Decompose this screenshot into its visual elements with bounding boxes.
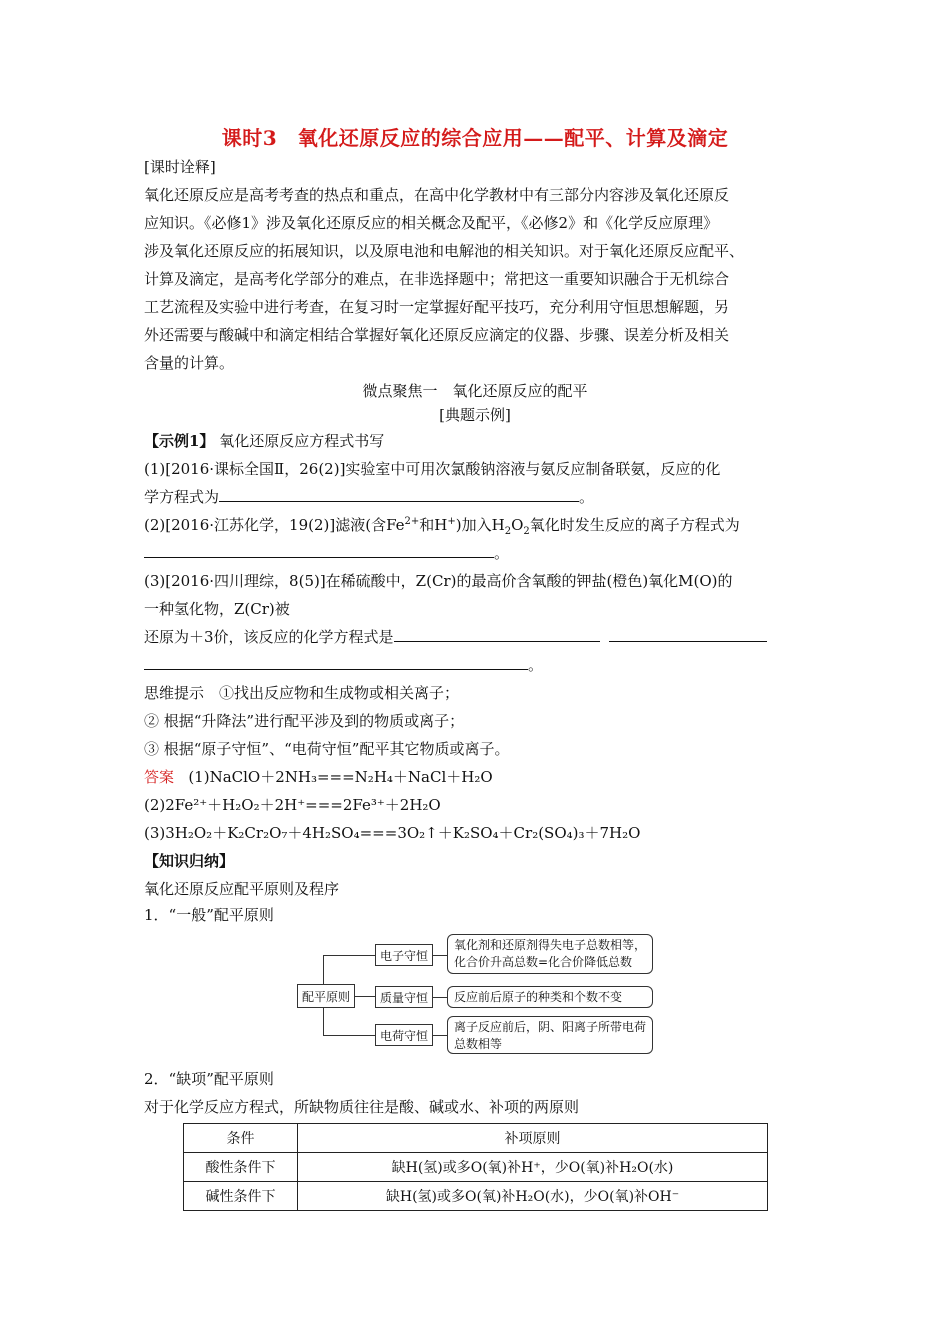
hint-3: ③ 根据“原子守恒”、“电荷守恒”配平其它物质或离子。 xyxy=(144,740,510,758)
table-cell: 酸性条件下 xyxy=(184,1153,298,1182)
question-2-suffix: 。 xyxy=(494,544,510,562)
mass-conservation-desc: 反应前后原子的种类和个数不变 xyxy=(447,986,653,1008)
section-heading: 微点聚焦一 氧化还原反应的配平 xyxy=(362,382,588,400)
connector-line xyxy=(323,1008,324,1035)
question-3-line-4 xyxy=(144,654,543,675)
diagram-root: 配平原则 xyxy=(297,984,355,1008)
connector-line xyxy=(433,1035,447,1036)
connector-line xyxy=(323,955,324,984)
knowledge-title: 氧化还原反应配平原则及程序 xyxy=(144,880,340,898)
question-3-line-1: (3)[2016·四川理综，8(5)]在稀硫酸中，Z(Cr)的最高价含氧酸的钾盐(橙色)氧化M(O)的 xyxy=(144,572,733,590)
intro-line: 氧化还原反应是高考考查的热点和重点，在高中化学教材中有三部分内容涉及氧化还原反 xyxy=(144,186,730,204)
example-label: 【示例1】 xyxy=(144,432,215,450)
question-2-line-1 xyxy=(144,514,740,535)
principle-2-heading: 2．“缺项”配平原则 xyxy=(144,1070,274,1088)
answer-1: (1)NaClO＋2NH₃===N₂H₄＋NaCl＋H₂O xyxy=(188,768,493,786)
table-cell: 缺H(氢)或多O(氧)补H₂O(水)，少O(氧)补OH⁻ xyxy=(298,1182,768,1211)
q2-sub: 2 xyxy=(523,526,530,537)
connector-line xyxy=(433,997,447,998)
table-header: 补项原则 xyxy=(298,1124,768,1153)
question-1-line-1: (1)[2016·课标全国Ⅱ，26(2)]实验室中可用次氯酸钠溶液与氨反应制备联氨，反应的化 xyxy=(144,460,721,478)
answer-blank[interactable] xyxy=(144,655,528,670)
page-title: 课时3 氧化还原反应的综合应用——配平、计算及滴定 xyxy=(221,126,729,150)
hint-1: 思维提示 ①找出反应物和生成物或相关离子； xyxy=(144,684,460,702)
q2-sup: 2+ xyxy=(404,516,420,527)
connector-line xyxy=(355,996,375,997)
intro-label: [课时诠释] xyxy=(144,158,216,176)
answer-label: 答案 xyxy=(144,768,175,786)
electron-conservation-desc: 氧化剂和还原剂得失电子总数相等，化合价升高总数=化合价降低总数 xyxy=(447,934,653,974)
charge-conservation-desc: 离子反应前后，阴、阳离子所带电荷总数相等 xyxy=(447,1016,653,1054)
branch-electron-conservation: 电子守恒 xyxy=(375,944,433,966)
section-subheading: [典题示例] xyxy=(439,406,511,424)
q2-sup: + xyxy=(447,516,456,527)
table-cell: 碱性条件下 xyxy=(184,1182,298,1211)
connector-line xyxy=(323,955,375,956)
hint-2: ② 根据“升降法”进行配平涉及到的物质或离子； xyxy=(144,712,465,730)
answer-1-line xyxy=(144,766,493,787)
question-3-prefix: 还原为＋3价，该反应的化学方程式是 xyxy=(144,628,394,646)
answer-3: (3)3H₂O₂＋K₂Cr₂O₇＋4H₂SO₄===3O₂↑＋K₂SO₄＋Cr₂(SO₄)₃＋7H₂O xyxy=(144,824,641,842)
principle-1-heading: 1．“一般”配平原则 xyxy=(144,906,274,924)
table-header: 条件 xyxy=(184,1124,298,1153)
intro-line: 应知识。《必修1》涉及氧化还原反应的相关概念及配平，《必修2》和《化学反应原理》 xyxy=(144,214,719,232)
answer-blank[interactable] xyxy=(609,627,767,642)
knowledge-label: 【知识归纳】 xyxy=(144,852,235,870)
answer-2: (2)2Fe²⁺＋H₂O₂＋2H⁺===2Fe³⁺＋2H₂O xyxy=(144,796,441,814)
table-cell: 缺H(氢)或多O(氧)补H⁺，少O(氧)补H₂O(水) xyxy=(298,1153,768,1182)
table-row xyxy=(184,1182,768,1211)
intro-line: 含量的计算。 xyxy=(144,354,235,372)
question-3-suffix: 。 xyxy=(528,656,544,674)
intro-line: 涉及氧化还原反应的拓展知识，以及原电池和电解池的相关知识。对于氧化还原反应配平、 xyxy=(144,242,745,260)
example-header xyxy=(144,430,384,451)
q2-text: 氧化时发生反应的离子方程式为 xyxy=(529,516,740,534)
table-row xyxy=(184,1153,768,1182)
question-2-line-2 xyxy=(144,542,509,563)
q2-text: (2)[2016·江苏化学，19(2)]滤液(含Fe xyxy=(144,516,405,534)
table-header-row xyxy=(184,1124,768,1153)
example-title: 氧化还原反应方程式书写 xyxy=(219,432,385,450)
intro-line: 外还需要与酸碱中和滴定相结合掌握好氧化还原反应滴定的仪器、步骤、误差分析及相关 xyxy=(144,326,730,344)
q2-sub: 2 xyxy=(504,526,512,537)
intro-line: 工艺流程及实验中进行考查，在复习时一定掌握好配平技巧，充分利用守恒思想解题，另 xyxy=(144,298,730,316)
connector-line xyxy=(433,955,447,956)
question-1-prefix: 学方程式为 xyxy=(144,488,220,506)
q2-text: O xyxy=(511,516,524,534)
q2-text: 和H xyxy=(419,516,448,534)
question-1-line-2 xyxy=(144,486,594,507)
branch-mass-conservation: 质量守恒 xyxy=(375,986,433,1008)
question-3-line-2: 一种氢化物，Z(Cr)被 xyxy=(144,600,290,618)
branch-charge-conservation: 电荷守恒 xyxy=(375,1024,433,1046)
question-1-suffix: 。 xyxy=(579,488,595,506)
question-3-line-3 xyxy=(144,626,767,647)
connector-line xyxy=(323,1035,375,1036)
supplement-rules-table xyxy=(183,1123,768,1211)
principle-2-desc: 对于化学反应方程式，所缺物质往往是酸、碱或水、补项的两原则 xyxy=(144,1098,580,1116)
answer-blank[interactable] xyxy=(144,543,494,558)
answer-blank[interactable] xyxy=(394,627,600,642)
intro-line: 计算及滴定，是高考化学部分的难点，在非选择题中；常把这一重要知识融合于无机综合 xyxy=(144,270,730,288)
q2-text: )加入H xyxy=(455,516,505,534)
answer-blank[interactable] xyxy=(219,487,579,502)
